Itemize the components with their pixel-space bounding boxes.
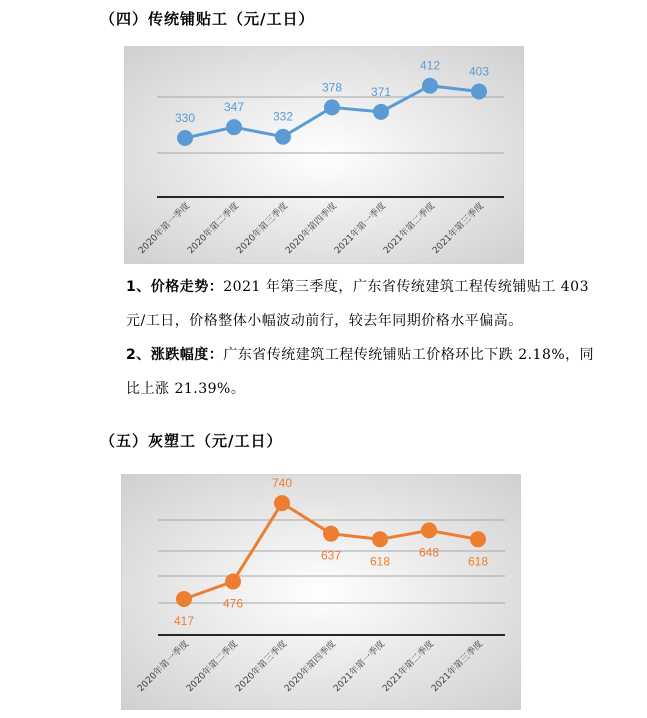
data-point	[421, 522, 437, 538]
data-label: 412	[419, 58, 441, 73]
data-point	[177, 130, 193, 146]
item-2-text: 广东省传统建筑工程传统铺贴工价格环比下跌 2.18%，同比上涨 21.39%。	[126, 347, 595, 397]
data-label: 637	[320, 548, 342, 563]
item-2-label: 2、涨跌幅度：	[126, 347, 224, 363]
data-point	[225, 573, 241, 589]
x-tick-label: 2021年第一季度	[332, 639, 388, 695]
data-label: 417	[173, 614, 195, 628]
data-label: 347	[223, 100, 245, 115]
line-chart-plaster-sculpting	[121, 474, 521, 710]
data-point	[372, 531, 388, 547]
data-label: 332	[272, 109, 294, 124]
chart-plaster-sculpting	[121, 474, 521, 710]
data-label: 371	[370, 84, 392, 99]
chart-traditional-tiling	[124, 46, 524, 264]
data-label: 618	[467, 554, 489, 569]
x-tick-label: 2021年第一季度	[333, 201, 389, 257]
data-point	[422, 78, 438, 94]
item-1-text: 2021 年第三季度，广东省传统建筑工程传统铺贴工 403 元/工日，价格整体小幅波动前行，较去年同期价格水平偏高。	[126, 279, 589, 329]
data-label: 403	[468, 64, 490, 79]
data-label: 378	[321, 80, 343, 95]
x-tick-label: 2020年第四季度	[284, 201, 340, 257]
data-point	[275, 129, 291, 145]
item-1-paragraph	[100, 270, 596, 338]
item-2-paragraph	[100, 338, 596, 406]
x-tick-label: 2021年第三季度	[430, 639, 486, 695]
x-tick-label: 2020年第一季度	[136, 639, 192, 695]
data-label: 648	[418, 545, 440, 560]
x-tick-label: 2021年第二季度	[382, 201, 438, 257]
data-label: 330	[174, 111, 196, 125]
data-point	[324, 99, 340, 115]
data-point	[176, 591, 192, 607]
x-tick-label: 2020年第四季度	[283, 639, 339, 695]
section-5-heading: （五）灰塑工（元/工日）	[100, 432, 283, 450]
data-point	[323, 526, 339, 542]
data-point	[471, 83, 487, 99]
data-label: 618	[369, 554, 391, 569]
data-point	[274, 495, 290, 511]
x-tick-label: 2020年第一季度	[137, 201, 193, 257]
x-tick-label: 2020年第三季度	[234, 639, 290, 695]
data-label: 476	[222, 596, 244, 611]
x-tick-label: 2020年第二季度	[186, 201, 242, 257]
item-1-label: 1、价格走势：	[126, 279, 224, 295]
data-point	[226, 119, 242, 135]
line-chart-traditional-tiling	[124, 46, 524, 264]
chart-background	[124, 46, 524, 264]
x-tick-label: 2020年第三季度	[235, 201, 291, 257]
x-tick-label: 2021年第二季度	[381, 639, 437, 695]
x-tick-label: 2020年第二季度	[185, 639, 241, 695]
data-label: 740	[271, 476, 293, 491]
x-tick-label: 2021年第三季度	[431, 201, 487, 257]
data-point	[373, 104, 389, 120]
data-point	[470, 531, 486, 547]
section-4-heading: （四）传统铺贴工（元/工日）	[100, 10, 315, 28]
